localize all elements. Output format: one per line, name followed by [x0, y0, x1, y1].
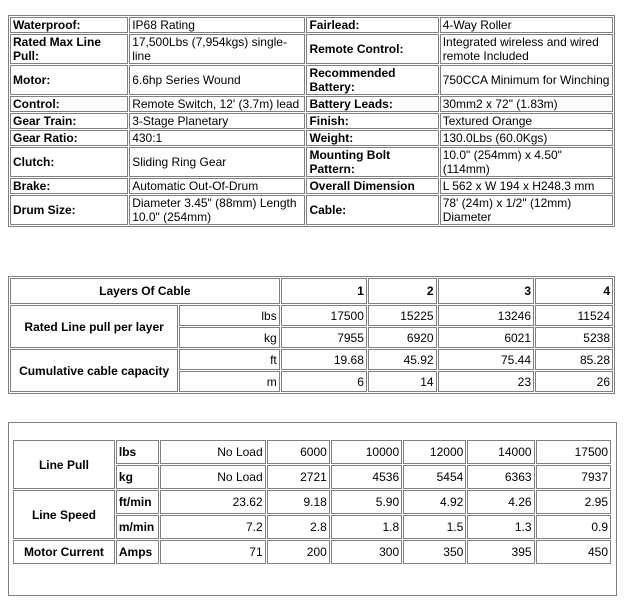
spec-label: Clutch: [10, 147, 128, 177]
value-cell: 395 [467, 540, 534, 564]
spec-label: Motor: [10, 65, 128, 95]
spec-label: Fairlead: [306, 17, 438, 33]
spec-value: 10.0" (254mm) x 4.50" (114mm) [440, 147, 613, 177]
spec-label: Brake: [10, 178, 128, 194]
spec-value: 6.6hp Series Wound [129, 65, 305, 95]
spec-value: 17,500Lbs (7,954kgs) single-line [129, 34, 305, 64]
spec-row [10, 130, 613, 146]
value-cell: 17500 [536, 440, 611, 464]
value-cell: 1.5 [403, 515, 466, 539]
value-cell: 450 [536, 540, 611, 564]
spec-label: Remote Control: [306, 34, 438, 64]
spec-value: IP68 Rating [129, 17, 305, 33]
spec-label: Cable: [306, 195, 438, 225]
performance-table [12, 439, 612, 565]
spec-value: Sliding Ring Gear [129, 147, 305, 177]
spec-label: Waterproof: [10, 17, 128, 33]
spec-value: 30mm2 x 72" (1.83m) [440, 96, 613, 112]
spec-label: Weight: [306, 130, 438, 146]
value-cell: 1.8 [331, 515, 402, 539]
unit-label: kg [116, 465, 159, 489]
value-cell: 200 [267, 540, 330, 564]
spec-label: Control: [10, 96, 128, 112]
spec-value: Integrated wireless and wired remote Included [440, 34, 613, 64]
value-cell: 6 [281, 371, 367, 392]
spec-row [10, 195, 613, 225]
layers-row [10, 349, 613, 370]
spec-label: Gear Ratio: [10, 130, 128, 146]
value-cell: 350 [403, 540, 466, 564]
spec-value: Textured Orange [440, 113, 613, 129]
layer-number: 2 [368, 278, 437, 304]
spec-label: Drum Size: [10, 195, 128, 225]
performance-row [13, 440, 611, 464]
value-cell: No Load [160, 440, 266, 464]
value-cell: 11524 [535, 305, 613, 326]
value-cell: 7937 [536, 465, 611, 489]
value-cell: 6000 [267, 440, 330, 464]
spec-value: Remote Switch, 12' (3.7m) lead [129, 96, 305, 112]
value-cell: 23 [438, 371, 534, 392]
value-cell: 5238 [535, 327, 613, 348]
spec-row [10, 96, 613, 112]
cable-layers-table [8, 276, 615, 394]
spec-label: Recommended Battery: [306, 65, 438, 95]
group-label: Rated Line pull per layer [10, 305, 178, 348]
spec-label: Battery Leads: [306, 96, 438, 112]
unit-label: kg [179, 327, 280, 348]
group-label: Motor Current [13, 540, 115, 564]
value-cell: 2721 [267, 465, 330, 489]
unit-label: lbs [179, 305, 280, 326]
value-cell: 15225 [368, 305, 437, 326]
unit-label: m/min [116, 515, 159, 539]
spec-value: 3-Stage Planetary [129, 113, 305, 129]
value-cell: 12000 [403, 440, 466, 464]
unit-label: ft/min [116, 490, 159, 514]
performance-row [13, 490, 611, 514]
value-cell: 19.68 [281, 349, 367, 370]
spec-row [10, 65, 613, 95]
performance-panel [8, 422, 617, 596]
spec-value: 4-Way Roller [440, 17, 613, 33]
spec-row [10, 178, 613, 194]
value-cell: 7.2 [160, 515, 266, 539]
spec-value: 78' (24m) x 1/2" (12mm) Diameter [440, 195, 613, 225]
value-cell: 75.44 [438, 349, 534, 370]
spec-row [10, 113, 613, 129]
layers-header-row [10, 278, 613, 304]
value-cell: 7955 [281, 327, 367, 348]
layer-number: 3 [438, 278, 534, 304]
value-cell: 5454 [403, 465, 466, 489]
value-cell: 300 [331, 540, 402, 564]
spec-row [10, 17, 613, 33]
unit-label: Amps [116, 540, 159, 564]
performance-row [13, 540, 611, 564]
spec-value: Automatic Out-Of-Drum [129, 178, 305, 194]
spec-value: L 562 x W 194 x H248.3 mm [440, 178, 613, 194]
spec-label: Overall Dimension [306, 178, 438, 194]
value-cell: 10000 [331, 440, 402, 464]
value-cell: 6021 [438, 327, 534, 348]
value-cell: 17500 [281, 305, 367, 326]
value-cell: 4.92 [403, 490, 466, 514]
value-cell: 1.3 [467, 515, 534, 539]
value-cell: 71 [160, 540, 266, 564]
spec-row [10, 34, 613, 64]
value-cell: 4536 [331, 465, 402, 489]
group-label: Cumulative cable capacity [10, 349, 178, 392]
group-label: Line Pull [13, 440, 115, 489]
unit-label: m [179, 371, 280, 392]
spec-label: Gear Train: [10, 113, 128, 129]
value-cell: 4.26 [467, 490, 534, 514]
specifications-table [8, 15, 615, 227]
unit-label: lbs [116, 440, 159, 464]
value-cell: No Load [160, 465, 266, 489]
value-cell: 85.28 [535, 349, 613, 370]
value-cell: 14000 [467, 440, 534, 464]
layer-number: 4 [535, 278, 613, 304]
spec-value: Diameter 3.45" (88mm) Length 10.0" (254mm) [129, 195, 305, 225]
spec-value: 750CCA Minimum for Winching [440, 65, 613, 95]
value-cell: 9.18 [267, 490, 330, 514]
value-cell: 6920 [368, 327, 437, 348]
value-cell: 45.92 [368, 349, 437, 370]
spec-value: 430:1 [129, 130, 305, 146]
value-cell: 13246 [438, 305, 534, 326]
layers-row [10, 305, 613, 326]
unit-label: ft [179, 349, 280, 370]
value-cell: 26 [535, 371, 613, 392]
spec-value: 130.0Lbs (60.0Kgs) [440, 130, 613, 146]
layers-header: Layers Of Cable [10, 278, 280, 304]
value-cell: 6363 [467, 465, 534, 489]
value-cell: 0.9 [536, 515, 611, 539]
spec-label: Rated Max Line Pull: [10, 34, 128, 64]
value-cell: 23.62 [160, 490, 266, 514]
value-cell: 5.90 [331, 490, 402, 514]
group-label: Line Speed [13, 490, 115, 539]
spec-label: Finish: [306, 113, 438, 129]
value-cell: 2.8 [267, 515, 330, 539]
spec-label: Mounting Bolt Pattern: [306, 147, 438, 177]
layer-number: 1 [281, 278, 367, 304]
value-cell: 14 [368, 371, 437, 392]
value-cell: 2.95 [536, 490, 611, 514]
spec-row [10, 147, 613, 177]
